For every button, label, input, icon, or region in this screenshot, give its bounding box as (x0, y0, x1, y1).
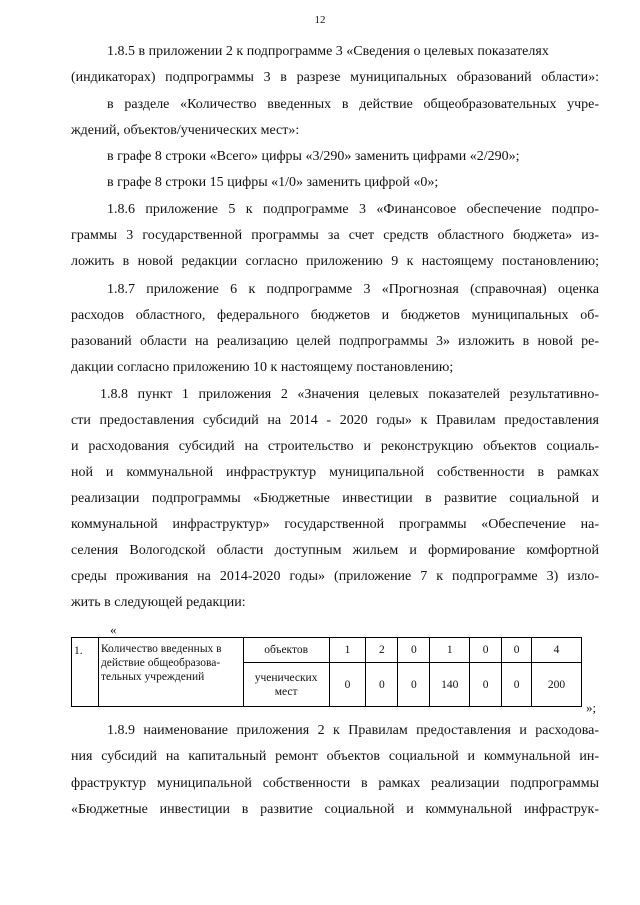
text-line: реализации подпрограммы «Бюджетные инвестиции в развитие социальной и (71, 491, 599, 506)
text-line: разований области на реализацию целей подпрограммы 3» изложить в новой ре- (71, 334, 599, 349)
text-line: среды проживания на 2014-2020 годы» (приложение 7 к подпрограмме 3) изло- (71, 569, 599, 584)
value-cell: 0 (329, 663, 366, 707)
value-cell: 0 (470, 663, 502, 707)
text-line: сти предоставления субсидий на 2014 - 2020 годы» к Правилам предоставления (71, 413, 599, 428)
value-cell: 4 (532, 638, 582, 663)
text-line: и расходования субсидий на строительство и реконструкцию объектов социаль- (71, 439, 599, 454)
value-cell: 1 (329, 638, 366, 663)
text-line: 1.8.7 приложение 6 к подпрограмме 3 «Прогнозная (справочная) оценка (107, 282, 599, 297)
text-line: «Бюджетные инвестиции в развитие социальной и коммунальной инфраструк- (71, 802, 599, 817)
text-line: ния субсидий на капитальный ремонт объектов социальной и коммунальной ин- (71, 749, 599, 764)
text-line: 1.8.9 наименование приложения 2 к Правилам предоставления и расходова- (107, 723, 599, 738)
closing-quote: »; (586, 700, 597, 715)
text-line: 1.8.6 приложение 5 к подпрограмме 3 «Финансовое обеспечение подпро- (107, 202, 599, 217)
indicator-label-line: Количество введенных в (100, 643, 222, 655)
text-line: расходов областного, федерального бюджетов и бюджетов муниципальных об- (71, 308, 599, 323)
table-row (72, 638, 582, 663)
text-line: (индикаторах) подпрограммы 3 в разрезе муниципальных образований области»: (71, 70, 599, 85)
text-line: граммы 3 государственной программы за счет средств областного бюджета» из- (71, 228, 599, 243)
text-line: ложить в новой редакции согласно приложению 9 к настоящему постановлению; (71, 254, 599, 269)
value-cell: 0 (502, 663, 532, 707)
text-line: фраструктур муниципальной собственности в рамках реализации подпрограммы (71, 776, 599, 791)
text-line: ной и коммунальной инфраструктур муниципальной собственности в рамках (71, 465, 599, 480)
page-number: 12 (314, 14, 326, 26)
value-cell: 2 (366, 638, 398, 663)
row-number-cell: 1. (72, 638, 99, 707)
text-line: в разделе «Количество введенных в действие общеобразовательных учре- (107, 97, 599, 112)
text-line: селения Вологодской области доступным жильем и формирование комфортной (71, 543, 599, 558)
text-line: в графе 8 строки «Всего» цифры «3/290» заменить цифрами «2/290»; (107, 149, 520, 164)
text-line: коммунальной инфраструктур» государственной программы «Обеспечение на- (71, 517, 599, 532)
text-line: в графе 8 строки 15 цифры «1/0» заменить цифрой «0»; (107, 175, 439, 190)
indicator-table (71, 637, 582, 707)
indicator-label-line: тельных учреждений (100, 671, 205, 683)
unit-cell: объектов (243, 638, 329, 663)
unit-cell (243, 663, 329, 707)
value-cell: 140 (430, 663, 470, 707)
opening-quote: « (110, 622, 117, 637)
value-cell: 0 (366, 663, 398, 707)
indicator-label-cell (98, 638, 243, 707)
value-cell: 1 (430, 638, 470, 663)
value-cell: 0 (398, 638, 430, 663)
text-line: дакции согласно приложению 10 к настоящему постановлению; (71, 360, 454, 375)
unit-line: мест (274, 685, 298, 698)
value-cell: 0 (398, 663, 430, 707)
text-line: 1.8.5 в приложении 2 к подпрограмме 3 «Сведения о целевых показателях (107, 44, 549, 59)
text-line: 1.8.8 пункт 1 приложения 2 «Значения целевых показателей результативно- (100, 387, 599, 402)
unit-line: ученических (254, 671, 318, 684)
text-line: ждений, объектов/ученических мест»: (71, 123, 300, 138)
value-cell: 0 (470, 638, 502, 663)
value-cell: 0 (502, 638, 532, 663)
value-cell: 200 (532, 663, 582, 707)
text-line: жить в следующей редакции: (71, 595, 246, 610)
indicator-label-line: действие общеобразова- (100, 657, 221, 669)
